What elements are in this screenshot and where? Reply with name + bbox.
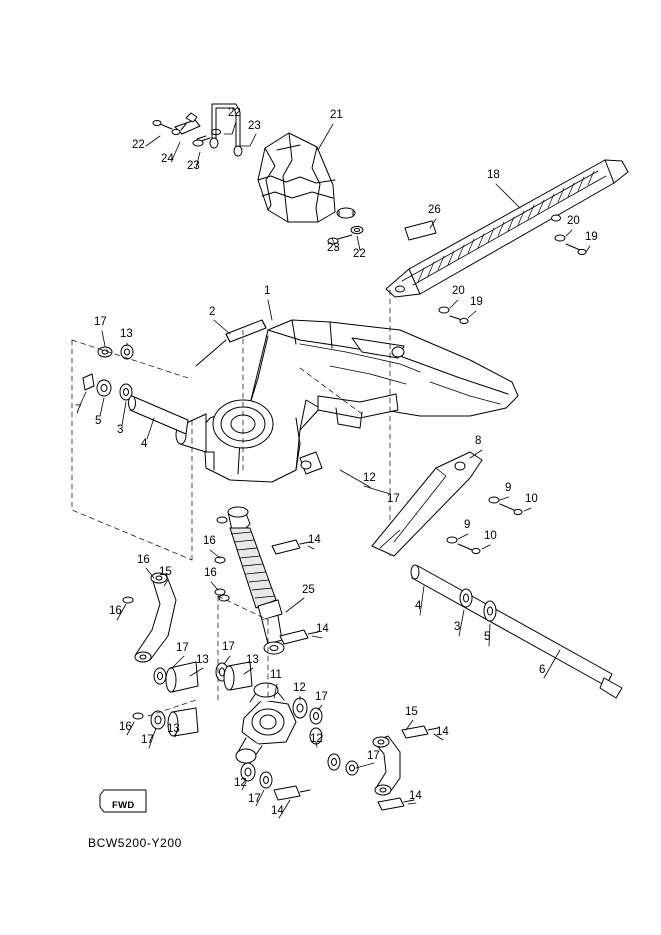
part-2-slider — [196, 320, 266, 366]
callout-17-h: 17 — [248, 793, 261, 805]
parts-bushings-left — [72, 340, 192, 560]
callout-15-b: 15 — [405, 706, 418, 718]
part-26-label — [405, 221, 436, 240]
callout-22-c: 22 — [353, 248, 366, 260]
hardware-19-20-left — [439, 307, 468, 324]
callout-5-b: 5 — [484, 631, 491, 643]
callout-14-b: 14 — [316, 623, 329, 635]
callout-3: 3 — [117, 424, 124, 436]
callout-4-b: 4 — [415, 600, 422, 612]
part-11-connecting-rod — [236, 683, 296, 763]
part-21-fender — [258, 133, 355, 222]
callout-19: 19 — [585, 231, 598, 243]
callout-10: 10 — [525, 493, 538, 505]
callout-17-b: 17 — [387, 493, 400, 505]
part-25-shock — [228, 507, 284, 654]
callout-12-c: 12 — [310, 733, 323, 745]
callout-6: 6 — [539, 664, 546, 676]
callout-9: 9 — [505, 482, 512, 494]
callout-5: 5 — [95, 415, 102, 427]
callout-19-b: 19 — [470, 296, 483, 308]
callout-13-b: 13 — [196, 654, 209, 666]
callout-16-c: 16 — [204, 567, 217, 579]
callout-22: 22 — [228, 107, 241, 119]
callout-7: 7 — [75, 404, 82, 416]
callout-17-e: 17 — [315, 691, 328, 703]
callout-14: 14 — [308, 534, 321, 546]
part-15-relay-arm-left — [135, 573, 176, 662]
hardware-19-20-right — [555, 235, 586, 255]
callout-9-b: 9 — [464, 519, 471, 531]
callout-10-b: 10 — [484, 530, 497, 542]
callout-13-d: 13 — [167, 723, 180, 735]
callout-12-d: 12 — [234, 777, 247, 789]
callout-16-e: 16 — [119, 721, 132, 733]
callout-11: 11 — [270, 669, 282, 681]
part-15-relay-arm-right — [373, 726, 438, 810]
callout-21: 21 — [330, 109, 343, 121]
diagram-part-code: BCW5200-Y200 — [88, 836, 182, 850]
callout-14-c: 14 — [436, 726, 449, 738]
callout-8: 8 — [475, 435, 482, 447]
hardware-9-10-lower — [447, 537, 480, 554]
callout-22-b: 22 — [132, 139, 145, 151]
callout-17: 17 — [94, 316, 107, 328]
callout-2: 2 — [209, 306, 216, 318]
callout-14-e: 14 — [409, 790, 422, 802]
part-6-axle-shaft — [411, 565, 622, 698]
callout-12-b: 12 — [293, 682, 306, 694]
callout-20: 20 — [567, 215, 580, 227]
callout-1: 1 — [264, 285, 271, 297]
callout-18: 18 — [487, 169, 500, 181]
callout-3-b: 3 — [454, 621, 461, 633]
callout-17-d: 17 — [222, 641, 235, 653]
callout-16: 16 — [203, 535, 216, 547]
hardware-9-10-upper — [489, 497, 522, 515]
callout-26: 26 — [428, 204, 441, 216]
callout-23-b: 23 — [187, 160, 200, 172]
callout-12: 12 — [363, 472, 376, 484]
callout-16-d: 16 — [109, 605, 122, 617]
callout-13: 13 — [120, 328, 133, 340]
callout-4: 4 — [141, 438, 148, 450]
callout-23-c: 23 — [327, 242, 340, 254]
callout-17-c: 17 — [176, 642, 189, 654]
callout-17-g: 17 — [367, 750, 380, 762]
callout-25: 25 — [302, 584, 315, 596]
callout-13-c: 13 — [246, 654, 259, 666]
hardware-16-left — [123, 554, 225, 719]
callout-23: 23 — [248, 120, 261, 132]
callout-17-f: 17 — [141, 734, 154, 746]
callout-24: 24 — [161, 153, 174, 165]
callout-14-d: 14 — [271, 805, 284, 817]
callout-20-b: 20 — [452, 285, 465, 297]
callout-15: 15 — [159, 566, 172, 578]
callout-16-b: 16 — [137, 554, 150, 566]
fwd-direction-label: FWD — [112, 800, 135, 811]
